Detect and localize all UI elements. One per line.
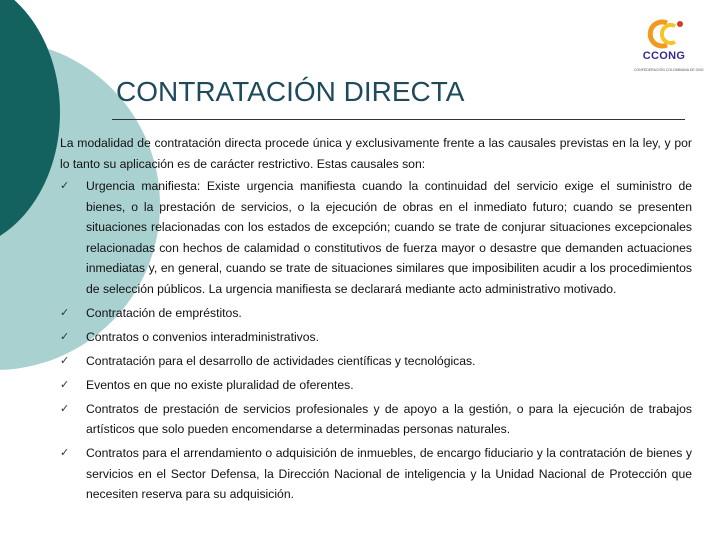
list-item (60, 443, 692, 505)
list-item (60, 327, 692, 348)
list-item-text: Contratos para el arrendamiento o adquisición de inmuebles, de encargo fiduciario y la contratación de bienes y servicios en el Sector Defensa, la Dirección Nacional de inteligencia y la Unidad Nacional de Protección que necesiten reserva para su adquisición. (86, 446, 692, 501)
ccong-logo (634, 18, 704, 76)
list-item (60, 375, 692, 396)
checkmark-icon: ✓ (60, 306, 70, 319)
main-content (60, 133, 692, 508)
list-item (60, 399, 692, 440)
checkmark-icon: ✓ (60, 378, 70, 391)
list-item-text: Urgencia manifiesta: Existe urgencia manifiesta cuando la continuidad del servicio exige el suministro de bienes, o la prestación de servicios, o la ejecución de obras en el inmediato futuro; cuando se presenten situaciones relacionadas con los estados de excepción; cuando se trate de conjurar situaciones excepcionales relacionadas con hechos de calamidad o constitutivos de fuerza mayor o desastre que demanden actuaciones inmediatas y, en general, cuando se trate de situaciones similares que imposibiliten acudir a los procedimientos de selección públicos. La urgencia manifiesta se declarará mediante acto administrativo motivado. (86, 179, 692, 296)
checkmark-icon: ✓ (60, 180, 70, 192)
causales-list (60, 176, 692, 505)
page-title: CONTRATACIÓN DIRECTA (116, 76, 465, 107)
intro-paragraph: La modalidad de contratación directa procede única y exclusivamente frente a las causales previstas en la ley, y por lo tanto su aplicación es de carácter restrictivo. Estas causales son: (60, 136, 692, 171)
list-item-text: Contratación de empréstitos. (86, 305, 242, 320)
list-item (60, 351, 692, 372)
logo-rings-icon (636, 18, 692, 52)
list-item-text: Contratos de prestación de servicios profesionales y de apoyo a la gestión, o para la ejecución de trabajos artísticos que solo pueden encomendarse a determinadas personas naturales. (86, 401, 692, 436)
title-divider (112, 119, 685, 120)
logo-name: CCONG (642, 50, 686, 62)
list-item-text: Eventos en que no existe pluralidad de oferentes. (86, 377, 354, 392)
checkmark-icon: ✓ (60, 447, 70, 459)
checkmark-icon: ✓ (60, 354, 70, 367)
list-item-text: Contratación para el desarrollo de actividades científicas y tecnológicas. (86, 353, 476, 368)
checkmark-icon: ✓ (60, 330, 70, 343)
list-item (60, 176, 692, 299)
checkmark-icon: ✓ (60, 402, 70, 415)
logo-subtitle: CONFEDERACIÓN COLOMBIANA DE ONG (634, 68, 704, 72)
list-item-text: Contratos o convenios interadministrativos. (86, 329, 320, 344)
list-item (60, 303, 692, 324)
